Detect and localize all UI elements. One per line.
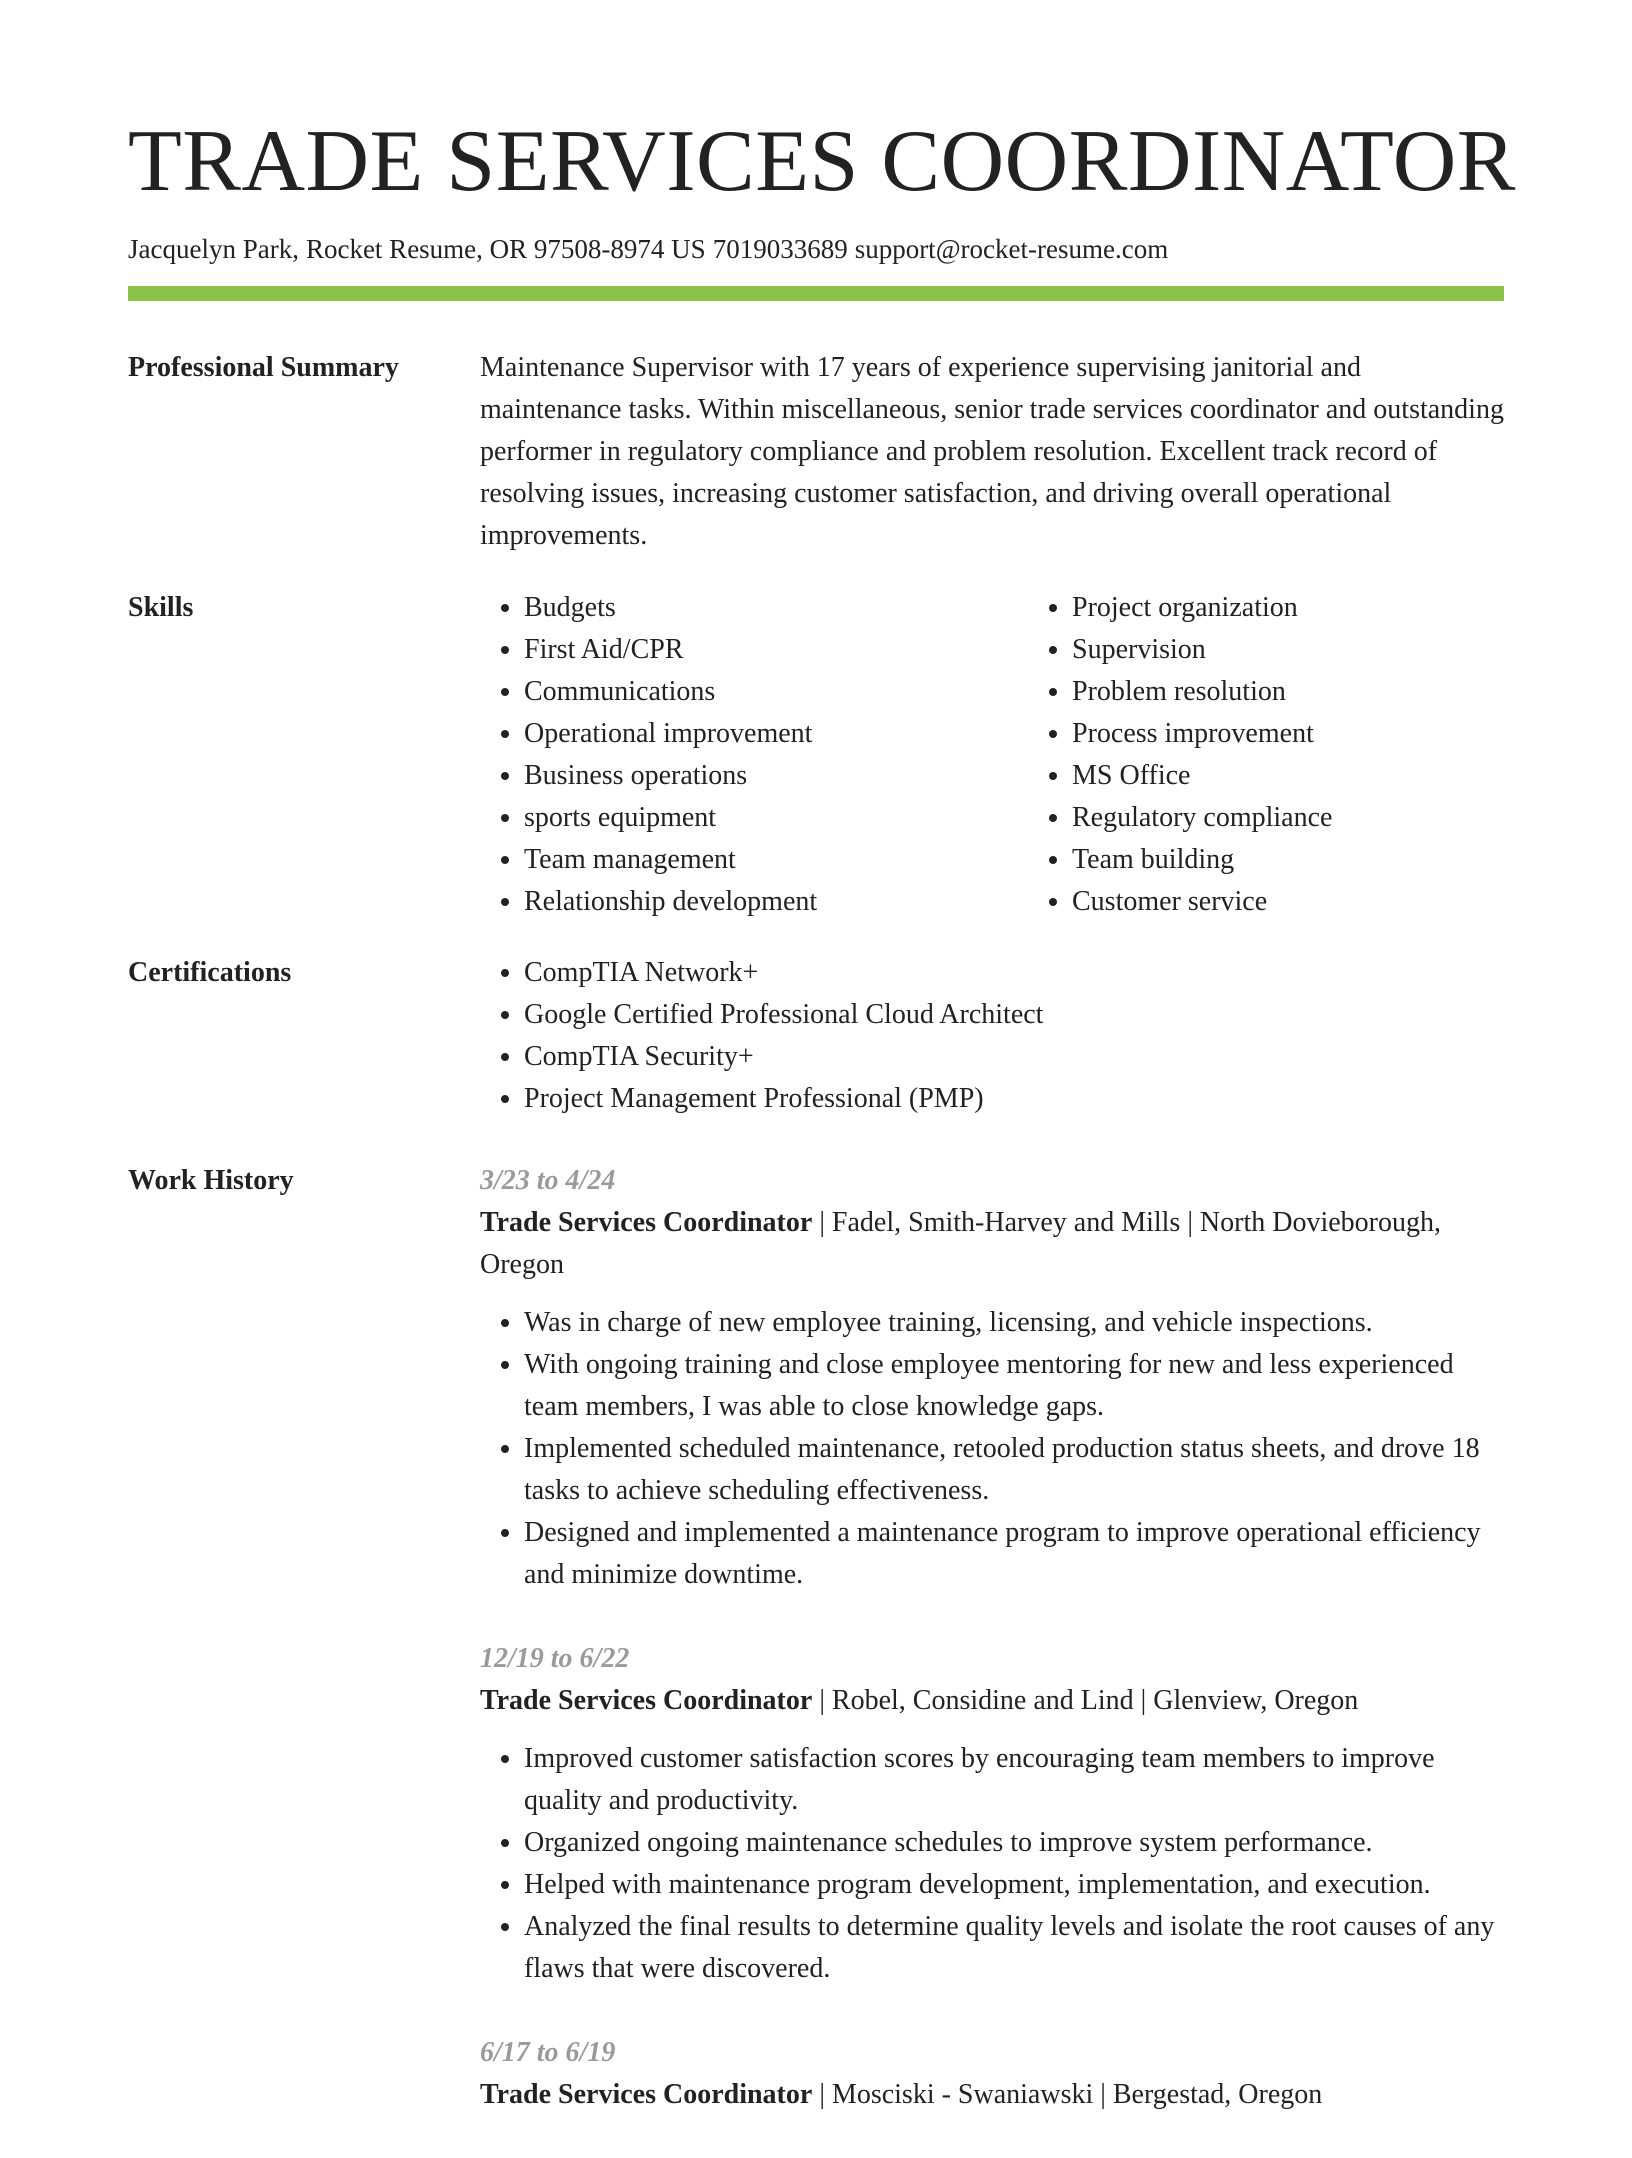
list-item: • With ongoing training and close employee mentoring for new and less experienced team members, I was able to close knowledge gaps. [524, 1344, 1504, 1428]
list-item: • Google Certified Professional Cloud Architect [524, 994, 1504, 1036]
contact-address: Rocket Resume, OR 97508-8974 US [305, 234, 706, 264]
certifications-list [480, 952, 1504, 1120]
contact-line [128, 233, 1175, 265]
contact-phone: 7019033689 [712, 234, 848, 264]
job-dates: 12/19 to 6/22 [480, 1643, 630, 1674]
list-item: • CompTIA Network+ [524, 952, 1504, 994]
list-item: • Problem resolution [1072, 671, 1576, 713]
work-history-label: Work History [128, 1165, 294, 1196]
list-item: • Customer service [1072, 881, 1576, 923]
skills-list-right [1028, 587, 1576, 923]
work-history-body [480, 1160, 1504, 2158]
certifications-label: Certifications [128, 957, 292, 988]
list-item: • Process improvement [1072, 713, 1576, 755]
list-item: • Designed and implemented a maintenance program to improve operational efficiency and minimize downtime. [524, 1512, 1504, 1596]
job-employer-location: | Fadel, Smith-Harvey and Mills | North Dovieborough, Oregon [480, 1207, 1441, 1280]
list-item: • Project Management Professional (PMP) [524, 1078, 1504, 1120]
list-item: • Supervision [1072, 629, 1576, 671]
list-item: • sports equipment [524, 797, 1028, 839]
job-entry [480, 1638, 1504, 1990]
skills-label: Skills [128, 592, 194, 623]
list-item: • Helped with maintenance program development, implementation, and execution. [524, 1864, 1504, 1906]
list-item: • Budgets [524, 587, 1028, 629]
list-item: • Team management [524, 839, 1028, 881]
job-dates: 6/17 to 6/19 [480, 2037, 616, 2068]
job-heading [480, 1202, 1504, 1286]
contact-name: Jacquelyn Park, [128, 234, 299, 264]
header-divider [128, 286, 1504, 301]
summary-text: Maintenance Supervisor with 17 years of experience supervising janitorial and maintenance tasks. Within miscellaneous, senior trade services coordinator and outstanding performer in regulatory compliance and problem resolution. Excellent track record of resolving issues, increasing customer satisfaction, and driving overall operational improvements. [480, 352, 1504, 551]
list-item: • Relationship development [524, 881, 1028, 923]
list-item: • Regulatory compliance [1072, 797, 1576, 839]
job-employer-location: | Robel, Considine and Lind | Glenview, Oregon [812, 1685, 1359, 1716]
list-item: • Organized ongoing maintenance schedules to improve system performance. [524, 1822, 1504, 1864]
certifications-body [480, 952, 1504, 1120]
contact-email: support@rocket-resume.com [854, 234, 1169, 264]
job-employer-location: | Mosciski - Swaniawski | Bergestad, Oregon [812, 2079, 1323, 2110]
list-item: • Communications [524, 671, 1028, 713]
resume-title: TRADE SERVICES COORDINATOR [128, 113, 1516, 210]
list-item: • Implemented scheduled maintenance, retooled production status sheets, and drove 18 tasks to achieve scheduling effectiveness. [524, 1428, 1504, 1512]
job-heading [480, 1680, 1504, 1722]
list-item: • Improved customer satisfaction scores by encouraging team members to improve quality and productivity. [524, 1738, 1504, 1822]
job-entry [480, 1160, 1504, 1596]
job-role: Trade Services Coordinator [480, 1207, 813, 1238]
job-role: Trade Services Coordinator [480, 2079, 813, 2110]
list-item: • Business operations [524, 755, 1028, 797]
list-item: • First Aid/CPR [524, 629, 1028, 671]
list-item: • MS Office [1072, 755, 1576, 797]
job-role: Trade Services Coordinator [480, 1685, 813, 1716]
job-entry [480, 2032, 1504, 2116]
list-item: • Team building [1072, 839, 1576, 881]
list-item: • CompTIA Security+ [524, 1036, 1504, 1078]
list-item: • Operational improvement [524, 713, 1028, 755]
job-dates: 3/23 to 4/24 [480, 1165, 616, 1196]
summary-label: Professional Summary [128, 352, 399, 383]
skills-list-left [480, 587, 1028, 923]
job-bullets [480, 1302, 1504, 1596]
list-item: • Analyzed the final results to determine quality levels and isolate the root causes of any flaws that were discovered. [524, 1906, 1504, 1990]
job-heading [480, 2074, 1504, 2116]
skills-body [480, 587, 1504, 923]
job-bullets [480, 1738, 1504, 1990]
summary-body [480, 347, 1504, 557]
list-item: • Project organization [1072, 587, 1576, 629]
list-item: • Was in charge of new employee training, licensing, and vehicle inspections. [524, 1302, 1504, 1344]
